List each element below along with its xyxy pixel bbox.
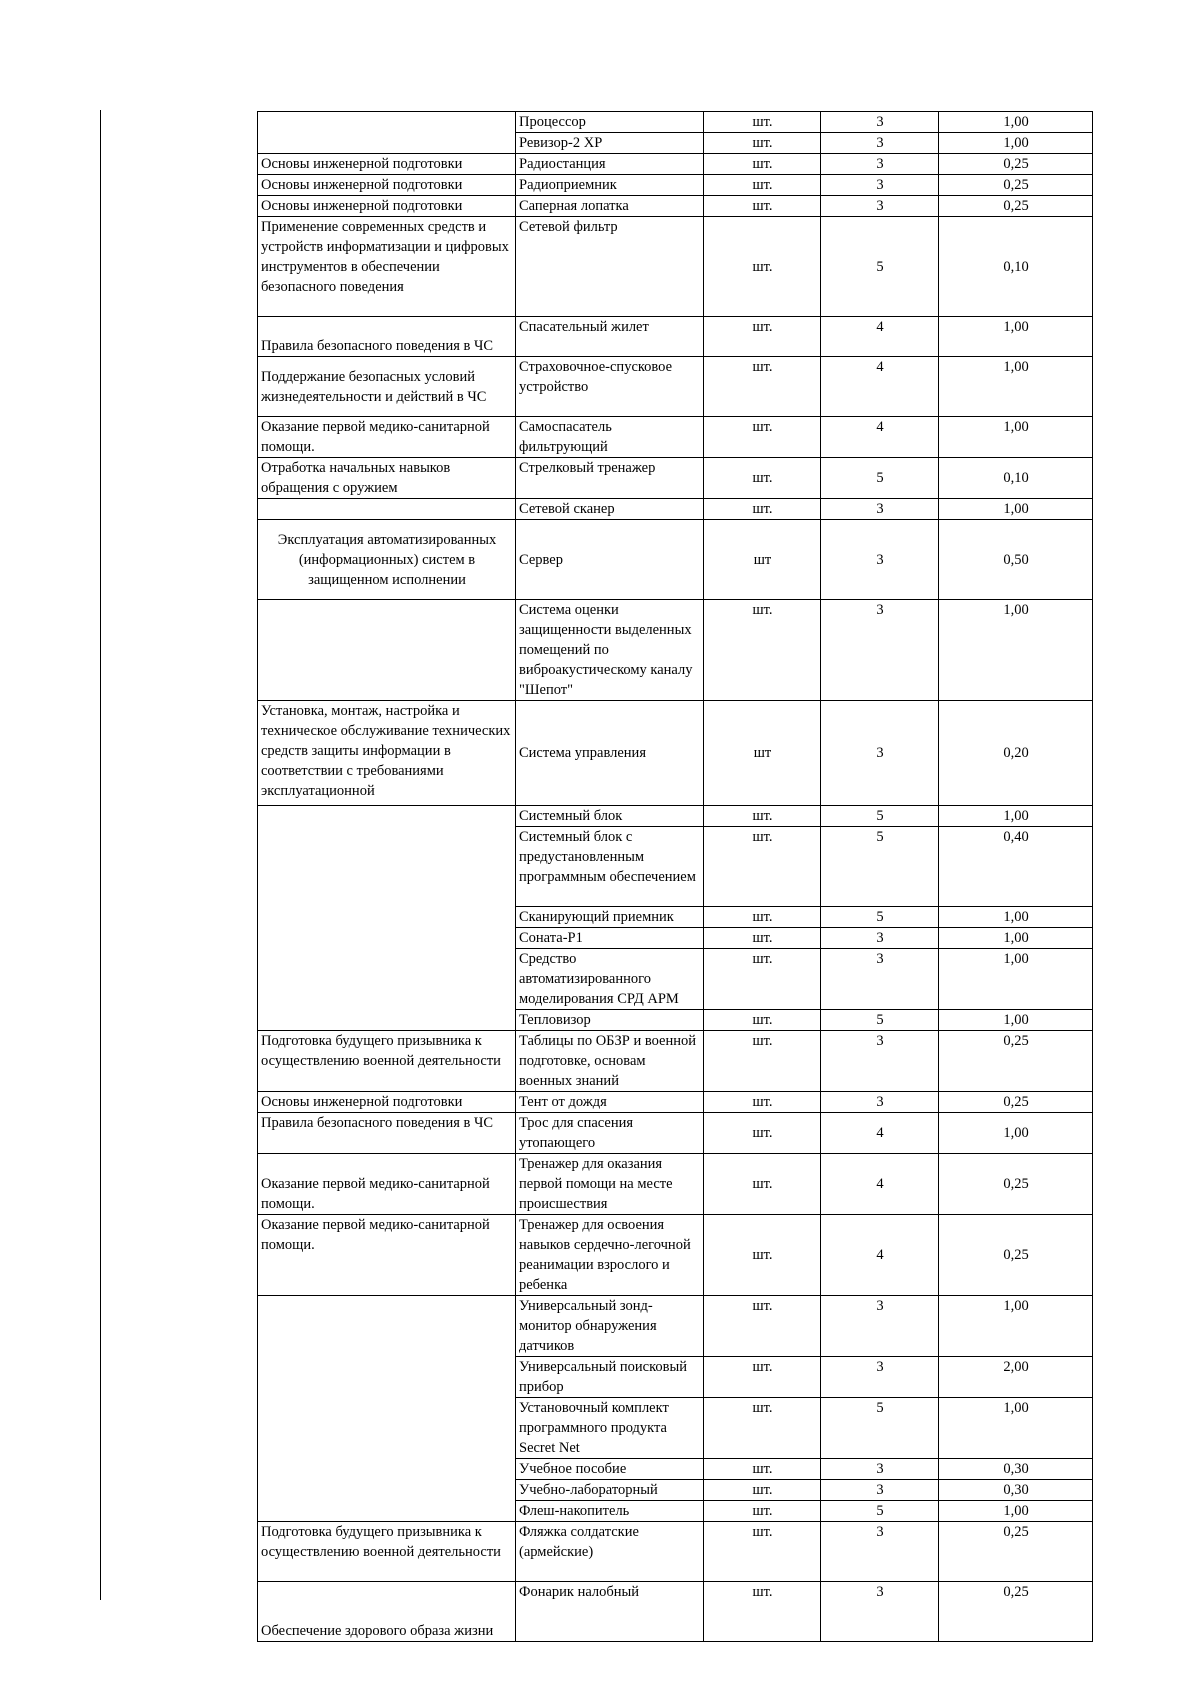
section-cell: Основы инженерной подготовки [258,175,516,196]
item-name-cell: Флеш-накопитель [516,1501,704,1522]
unit-cell: шт. [704,827,821,907]
section-cell: Оказание первой медико-санитарной помощи. [258,1215,516,1296]
unit-cell: шт. [704,154,821,175]
section-cell: Подготовка будущего призывника к осуществлению военной деятельности [258,1522,516,1582]
unit-cell: шт [704,520,821,600]
unit-cell: шт. [704,949,821,1010]
coefficient-cell: 0,25 [939,1092,1093,1113]
quantity-cell: 3 [821,1459,939,1480]
section-cell: Подготовка будущего призывника к осуществлению военной деятельности [258,1031,516,1092]
coefficient-cell: 0,25 [939,1582,1093,1642]
coefficient-cell: 1,00 [939,928,1093,949]
table-row [258,1522,1093,1582]
table-row [258,1031,1093,1092]
section-cell [258,1296,516,1522]
item-name-cell: Установочный комплект программного продукта Secret Net [516,1398,704,1459]
section-cell: Правила безопасного поведения в ЧС [258,1113,516,1154]
item-name-cell: Радиостанция [516,154,704,175]
table-row [258,196,1093,217]
unit-cell: шт [704,701,821,806]
table-row [258,1154,1093,1215]
table-row [258,357,1093,417]
quantity-cell: 3 [821,1480,939,1501]
table-row [258,217,1093,317]
unit-cell: шт. [704,1296,821,1357]
coefficient-cell: 0,50 [939,520,1093,600]
unit-cell: шт. [704,806,821,827]
coefficient-cell: 0,40 [939,827,1093,907]
page-margin-line [100,110,101,1600]
unit-cell: шт. [704,112,821,133]
unit-cell: шт. [704,1113,821,1154]
unit-cell: шт. [704,217,821,317]
quantity-cell: 5 [821,827,939,907]
coefficient-cell: 1,00 [939,317,1093,357]
item-name-cell: Тренажер для освоения навыков сердечно-легочной реанимации взрослого и ребенка [516,1215,704,1296]
section-cell: Эксплуатация автоматизированных (информационных) систем в защищенном исполнении [258,520,516,600]
quantity-cell: 3 [821,949,939,1010]
section-cell: Применение современных средств и устройств информатизации и цифровых инструментов в обеспечении безопасного поведения [258,217,516,317]
item-name-cell: Тепловизор [516,1010,704,1031]
quantity-cell: 4 [821,1215,939,1296]
quantity-cell: 5 [821,1501,939,1522]
quantity-cell: 5 [821,907,939,928]
quantity-cell: 3 [821,928,939,949]
unit-cell: шт. [704,1398,821,1459]
item-name-cell: Тренажер для оказания первой помощи на месте происшествия [516,1154,704,1215]
item-name-cell: Учебно-лабораторный [516,1480,704,1501]
quantity-cell: 3 [821,196,939,217]
item-name-cell: Спасательный жилет [516,317,704,357]
coefficient-cell: 2,00 [939,1357,1093,1398]
table-row [258,806,1093,827]
table-row [258,112,1093,133]
table-row [258,458,1093,499]
item-name-cell: Фонарик налобный [516,1582,704,1642]
coefficient-cell: 1,00 [939,1113,1093,1154]
coefficient-cell: 0,10 [939,458,1093,499]
section-cell [258,806,516,1031]
coefficient-cell: 1,00 [939,133,1093,154]
coefficient-cell: 1,00 [939,1296,1093,1357]
coefficient-cell: 1,00 [939,112,1093,133]
coefficient-cell: 1,00 [939,949,1093,1010]
quantity-cell: 3 [821,154,939,175]
unit-cell: шт. [704,357,821,417]
table-row [258,175,1093,196]
quantity-cell: 5 [821,806,939,827]
item-name-cell: Системный блок [516,806,704,827]
equipment-table [257,111,1093,1642]
section-cell [258,499,516,520]
coefficient-cell: 0,25 [939,1215,1093,1296]
coefficient-cell: 0,10 [939,217,1093,317]
section-cell: Установка, монтаж, настройка и техническое обслуживание технических средств защиты информации в соответствии с требованиями эксплуатационной [258,701,516,806]
unit-cell: шт. [704,175,821,196]
unit-cell: шт. [704,499,821,520]
item-name-cell: Радиоприемник [516,175,704,196]
coefficient-cell: 1,00 [939,1010,1093,1031]
table-row [258,1582,1093,1642]
unit-cell: шт. [704,1480,821,1501]
item-name-cell: Стрелковый тренажер [516,458,704,499]
table-row [258,600,1093,701]
unit-cell: шт. [704,600,821,701]
quantity-cell: 3 [821,133,939,154]
section-cell: Основы инженерной подготовки [258,196,516,217]
quantity-cell: 4 [821,417,939,458]
quantity-cell: 3 [821,1582,939,1642]
item-name-cell: Ревизор-2 XP [516,133,704,154]
item-name-cell: Средство автоматизированного моделирования СРД АРМ [516,949,704,1010]
coefficient-cell: 1,00 [939,417,1093,458]
table-row [258,154,1093,175]
table-row [258,417,1093,458]
unit-cell: шт. [704,928,821,949]
table-row [258,1113,1093,1154]
coefficient-cell: 0,25 [939,154,1093,175]
quantity-cell: 3 [821,1092,939,1113]
quantity-cell: 4 [821,1113,939,1154]
table-row [258,317,1093,357]
item-name-cell: Тент от дождя [516,1092,704,1113]
coefficient-cell: 0,20 [939,701,1093,806]
coefficient-cell: 0,25 [939,196,1093,217]
unit-cell: шт. [704,1010,821,1031]
item-name-cell: Система управления [516,701,704,806]
section-cell: Оказание первой медико-санитарной помощи. [258,1154,516,1215]
item-name-cell: Самоспасатель фильтрующий [516,417,704,458]
section-cell: Отработка начальных навыков обращения с оружием [258,458,516,499]
section-cell: Правила безопасного поведения в ЧС [258,317,516,357]
item-name-cell: Учебное пособие [516,1459,704,1480]
item-name-cell: Универсальный зонд-монитор обнаружения датчиков [516,1296,704,1357]
section-cell [258,600,516,701]
unit-cell: шт. [704,1459,821,1480]
table-row [258,1215,1093,1296]
unit-cell: шт. [704,1522,821,1582]
unit-cell: шт. [704,1031,821,1092]
unit-cell: шт. [704,1357,821,1398]
quantity-cell: 5 [821,217,939,317]
item-name-cell: Процессор [516,112,704,133]
unit-cell: шт. [704,907,821,928]
quantity-cell: 4 [821,317,939,357]
item-name-cell: Универсальный поисковый прибор [516,1357,704,1398]
quantity-cell: 5 [821,1010,939,1031]
coefficient-cell: 0,25 [939,1522,1093,1582]
coefficient-cell: 0,25 [939,1154,1093,1215]
quantity-cell: 5 [821,1398,939,1459]
coefficient-cell: 1,00 [939,600,1093,701]
coefficient-cell: 1,00 [939,1398,1093,1459]
table-row [258,1296,1093,1357]
item-name-cell: Системный блок с предустановленным программным обеспечением [516,827,704,907]
quantity-cell: 3 [821,499,939,520]
item-name-cell: Сканирующий приемник [516,907,704,928]
item-name-cell: Страховочное-спусковое устройство [516,357,704,417]
section-cell: Основы инженерной подготовки [258,154,516,175]
coefficient-cell: 0,30 [939,1480,1093,1501]
coefficient-cell: 0,25 [939,175,1093,196]
coefficient-cell: 0,25 [939,1031,1093,1092]
section-cell: Поддержание безопасных условий жизнедеятельности и действий в ЧС [258,357,516,417]
equipment-table-body [258,112,1093,1642]
quantity-cell: 3 [821,1296,939,1357]
unit-cell: шт. [704,1215,821,1296]
quantity-cell: 3 [821,1522,939,1582]
unit-cell: шт. [704,1582,821,1642]
unit-cell: шт. [704,417,821,458]
item-name-cell: Сетевой сканер [516,499,704,520]
item-name-cell: Трос для спасения утопающего [516,1113,704,1154]
unit-cell: шт. [704,196,821,217]
quantity-cell: 3 [821,520,939,600]
quantity-cell: 3 [821,600,939,701]
section-cell: Оказание первой медико-санитарной помощи. [258,417,516,458]
unit-cell: шт. [704,133,821,154]
table-row [258,520,1093,600]
quantity-cell: 3 [821,112,939,133]
section-cell: Обеспечение здорового образа жизни [258,1582,516,1642]
item-name-cell: Фляжка солдатские (армейские) [516,1522,704,1582]
table-row [258,499,1093,520]
quantity-cell: 4 [821,1154,939,1215]
table-row [258,701,1093,806]
coefficient-cell: 0,30 [939,1459,1093,1480]
unit-cell: шт. [704,1501,821,1522]
unit-cell: шт. [704,458,821,499]
section-cell [258,112,516,154]
item-name-cell: Саперная лопатка [516,196,704,217]
quantity-cell: 3 [821,701,939,806]
table-row [258,1092,1093,1113]
quantity-cell: 4 [821,357,939,417]
item-name-cell: Таблицы по ОБЗР и военной подготовке, основам военных знаний [516,1031,704,1092]
coefficient-cell: 1,00 [939,1501,1093,1522]
section-cell: Основы инженерной подготовки [258,1092,516,1113]
quantity-cell: 3 [821,1031,939,1092]
quantity-cell: 5 [821,458,939,499]
unit-cell: шт. [704,1092,821,1113]
coefficient-cell: 1,00 [939,357,1093,417]
quantity-cell: 3 [821,1357,939,1398]
item-name-cell: Система оценки защищенности выделенных помещений по виброакустическому каналу "Шепот" [516,600,704,701]
item-name-cell: Сервер [516,520,704,600]
coefficient-cell: 1,00 [939,907,1093,928]
coefficient-cell: 1,00 [939,499,1093,520]
quantity-cell: 3 [821,175,939,196]
unit-cell: шт. [704,1154,821,1215]
item-name-cell: Соната-Р1 [516,928,704,949]
unit-cell: шт. [704,317,821,357]
coefficient-cell: 1,00 [939,806,1093,827]
item-name-cell: Сетевой фильтр [516,217,704,317]
